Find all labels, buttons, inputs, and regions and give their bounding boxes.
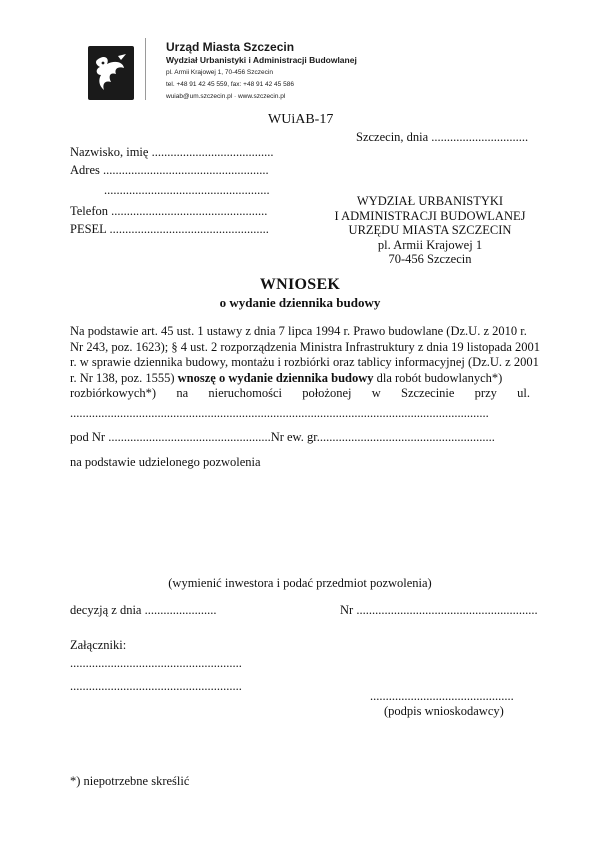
office-address: pl. Armii Krajowej 1, 70-456 Szczecin (166, 69, 273, 76)
document-subtitle: o wydanie dziennika budowy (219, 295, 381, 310)
paragraph-word: ul. (517, 386, 530, 400)
request-paragraph (70, 324, 541, 402)
attachment-line-2[interactable]: ....................................................... (70, 679, 242, 693)
attachment-line-1[interactable]: ....................................................... (70, 656, 242, 670)
letterhead-divider (145, 38, 146, 100)
recipient-line: WYDZIAŁ URBANISTYKI (356, 194, 504, 208)
office-phone-fax: tel. +48 91 42 45 559, fax: +48 91 42 45 586 (166, 81, 294, 88)
paragraph-line: Na podstawie art. 45 ust. 1 ustawy z dnia 7 lipca 1994 r. Prawo budowlane (Dz.U. z 2010 r. (70, 324, 527, 338)
street-field[interactable]: ...................................................................................................................................... (70, 406, 489, 420)
plot-number-field[interactable]: pod Nr ....................................................Nr ew. gr......................................................... (70, 430, 495, 444)
decision-number-field[interactable]: Nr .......................................................... (340, 603, 538, 617)
paragraph-line: Nr 243, poz. 1623); § 4 ust. 2 rozporządzenia Ministra Infrastruktury z dnia 19 listopada 2001 (70, 339, 541, 354)
paragraph-line (70, 371, 530, 387)
paragraph-line (70, 386, 530, 402)
paragraph-text: dla robót budowlanych*) (373, 370, 503, 385)
dept-name: Wydział Urbanistyki i Administracji Budowlanej (166, 55, 357, 65)
paragraph-word: przy (474, 386, 497, 400)
permit-basis-label: na podstawie udzielonego pozwolenia (70, 455, 261, 469)
office-email-web: wuiab@um.szczecin.pl · www.szczecin.pl (166, 93, 286, 100)
investor-note: (wymienić inwestora i podać przedmiot pozwolenia) (168, 576, 432, 590)
place-date-field[interactable]: Szczecin, dnia ............................... (356, 130, 529, 144)
paragraph-word: nieruchomości (208, 386, 282, 400)
signature-line[interactable]: .............................................. (370, 689, 514, 703)
recipient-line: 70-456 Szczecin (388, 252, 472, 266)
footnote: *) niepotrzebne skreślić (70, 774, 190, 788)
name-field[interactable]: Nazwisko, imię ....................................... (70, 145, 274, 159)
signature-caption: (podpis wnioskodawcy) (384, 704, 504, 718)
pesel-field[interactable]: PESEL ................................................... (70, 222, 269, 236)
attachments-label: Załączniki: (70, 638, 127, 652)
paragraph-line: r. w sprawie dziennika budowy, montażu i rozbiórki oraz tablicy informacyjnej (Dz.U. z 2001 (70, 355, 539, 369)
paragraph-word: rozbiórkowych*) (70, 386, 157, 400)
paragraph-word: Szczecinie (401, 386, 455, 400)
request-phrase: wnoszę o wydanie dziennika budowy (177, 370, 374, 385)
recipient-line: I ADMINISTRACJI BUDOWLANEJ (334, 208, 526, 223)
paragraph-text: r. Nr 138, poz. 1555) (70, 370, 178, 385)
document-title: WNIOSEK (259, 276, 341, 293)
org-name: Urząd Miasta Szczecin (166, 40, 295, 54)
address-line2-field[interactable]: ..................................................... (104, 183, 270, 197)
city-griffin-logo-icon (88, 46, 134, 100)
paragraph-word: na (176, 386, 189, 400)
form-code: WUiAB-17 (268, 112, 334, 127)
recipient-line: pl. Armii Krajowej 1 (377, 237, 483, 252)
phone-field[interactable]: Telefon .................................................. (70, 204, 268, 218)
paragraph-word: położonej (302, 386, 352, 400)
decision-date-field[interactable]: decyzją z dnia ....................... (70, 603, 217, 617)
recipient-line: URZĘDU MIASTA SZCZECIN (348, 223, 512, 237)
paragraph-word: w (371, 386, 381, 400)
recipient-block (330, 194, 530, 267)
address-field[interactable]: Adres ..................................................... (70, 163, 269, 177)
